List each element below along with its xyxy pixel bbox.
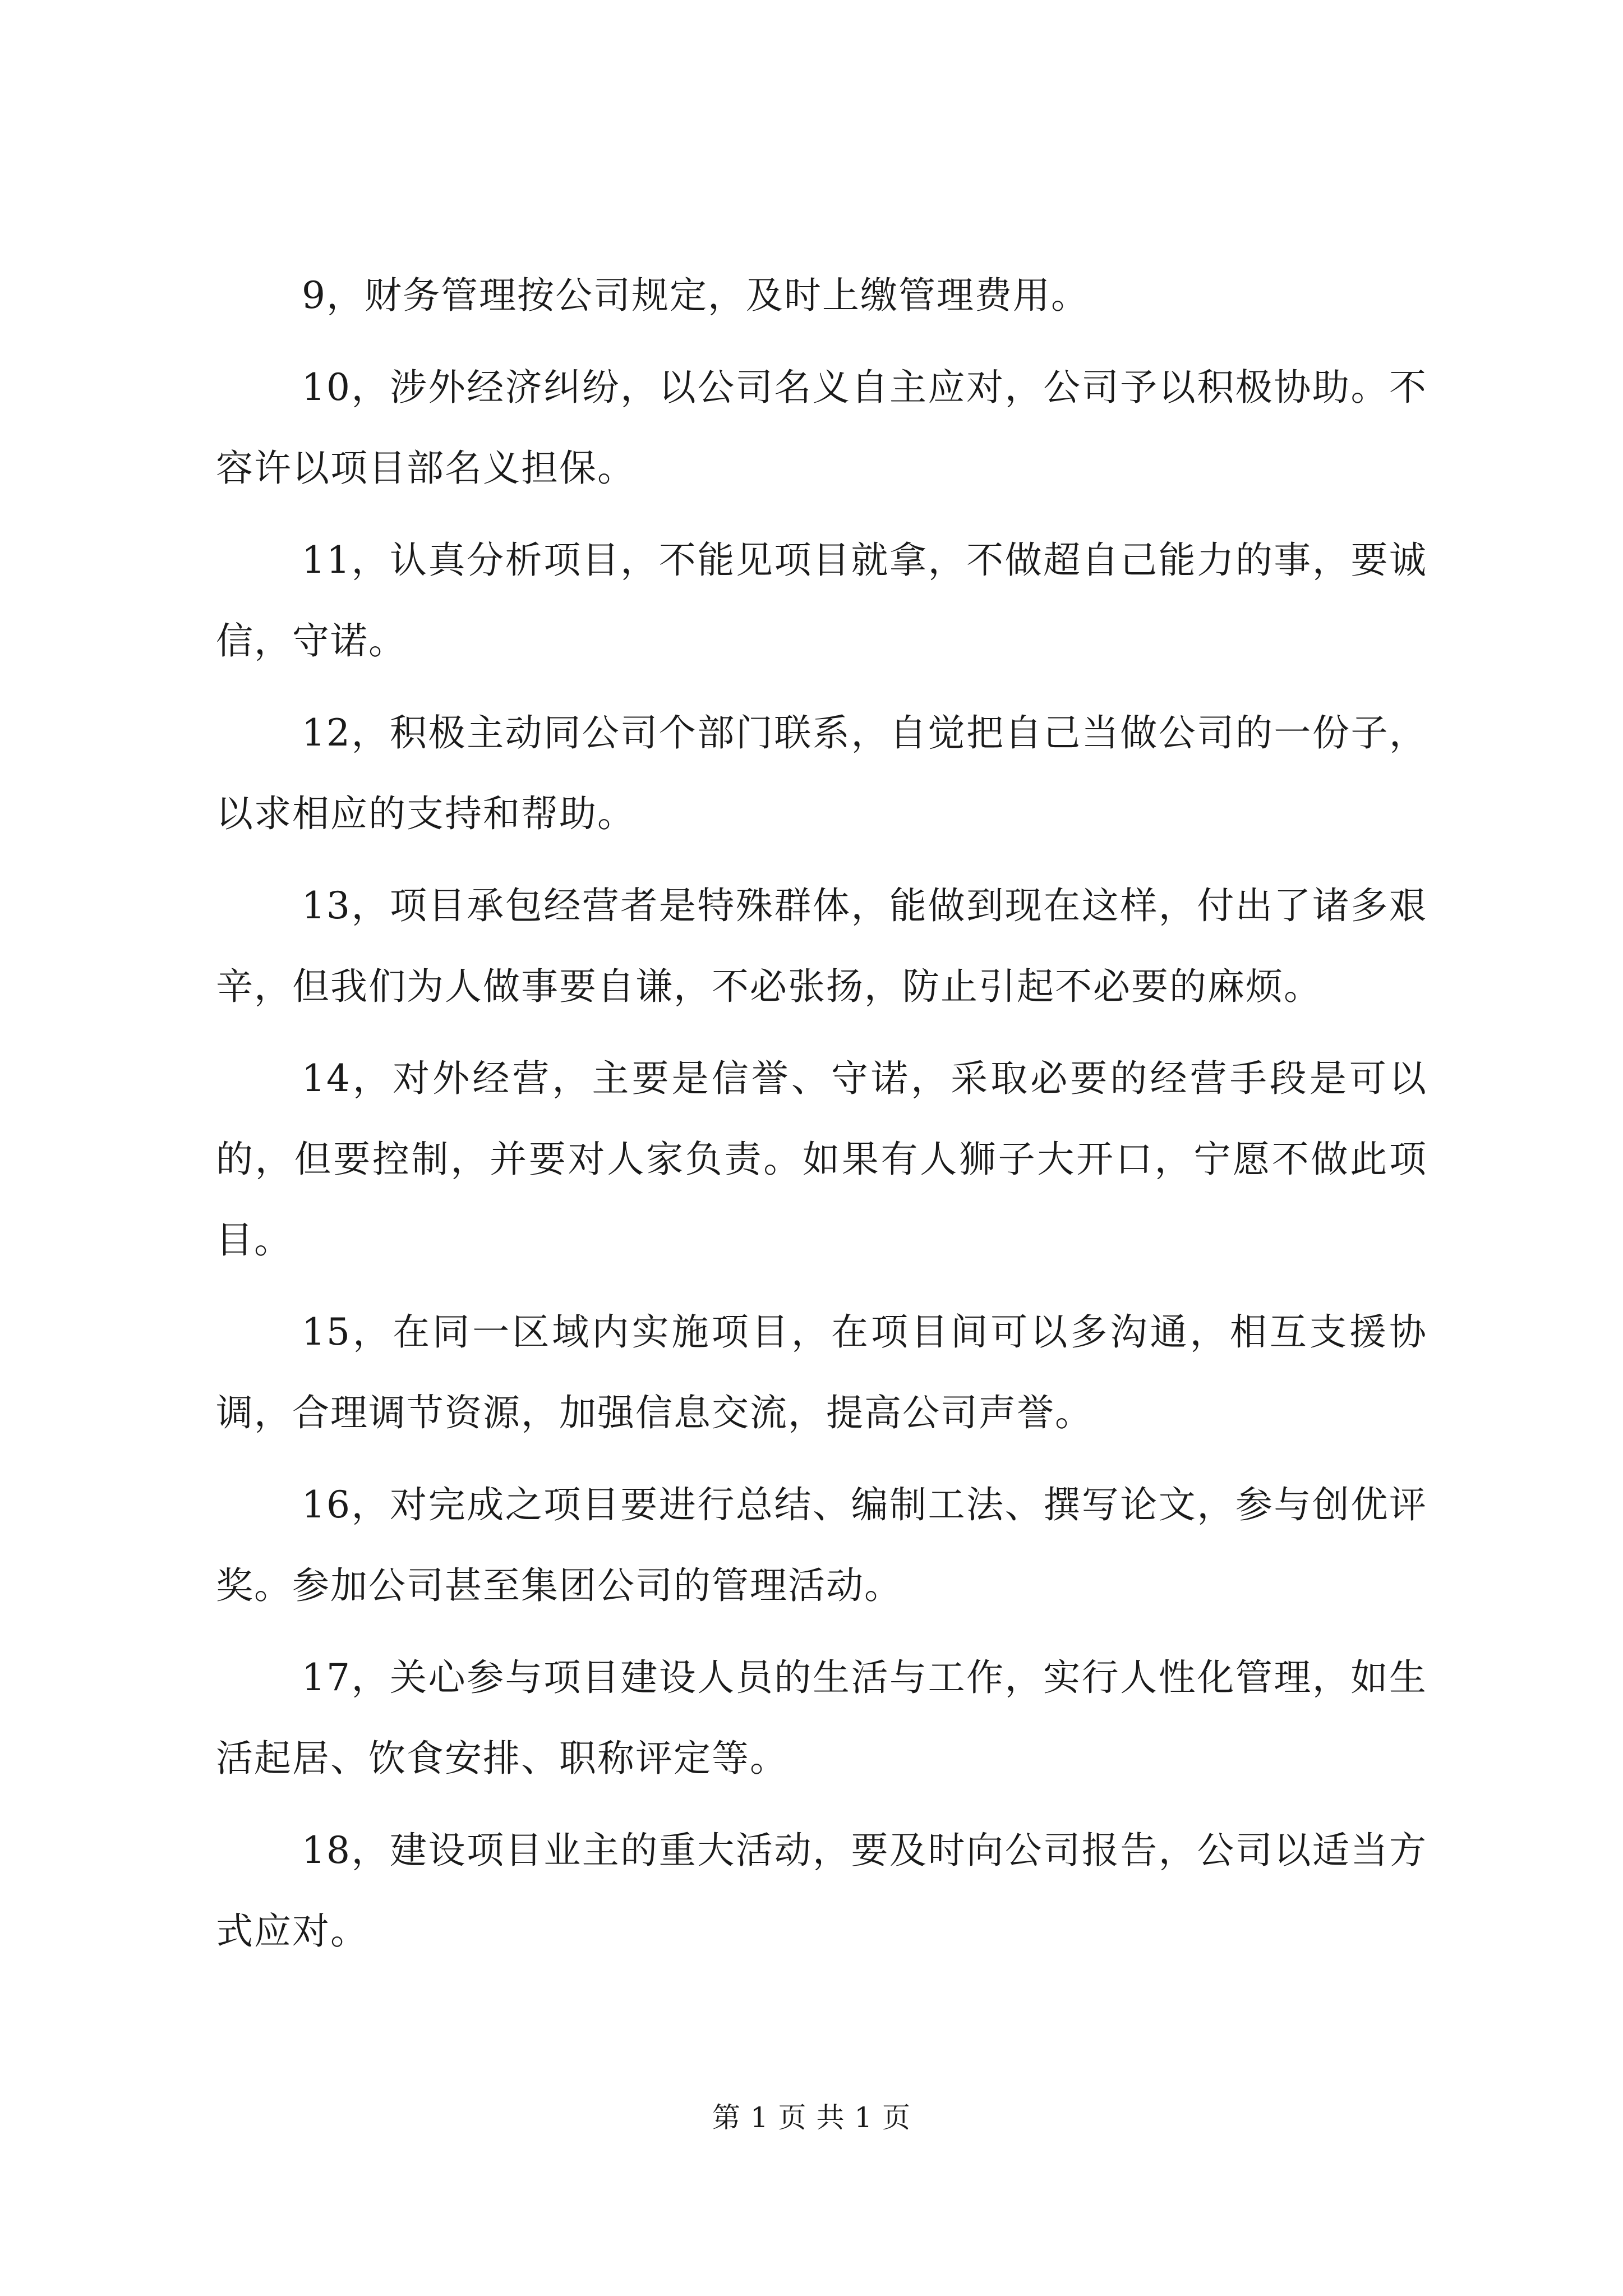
paragraph-item-10: 10，涉外经济纠纷，以公司名义自主应对，公司予以积极协助。不容许以项目部名义担保。 [216,366,1427,490]
paragraph-item-9: 9，财务管理按公司规定，及时上缴管理费用。 [302,274,1089,317]
page-number-footer: 第 1 页 共 1 页 [712,2101,911,2134]
paragraph-item-16: 16，对完成之项目要进行总结、编制工法、撰写论文，参与创优评奖。参加公司甚至集团公司的管理活动。 [216,1483,1427,1607]
paragraph-item-17: 17，关心参与项目建设人员的生活与工作，实行人性化管理，如生活起居、饮食安排、职称评定等。 [216,1656,1427,1780]
paragraph-item-13: 13，项目承包经营者是特殊群体，能做到现在这样，付出了诸多艰辛，但我们为人做事要自谦，不必张扬，防止引起不必要的麻烦。 [216,884,1427,1008]
paragraph-item-14: 14，对外经营，主要是信誉、守诺，采取必要的经营手段是可以的，但要控制，并要对人家负责。如果有人狮子大开口，宁愿不做此项目。 [216,1057,1427,1262]
paragraph-item-12: 12，积极主动同公司个部门联系，自觉把自己当做公司的一份子，以求相应的支持和帮助。 [216,711,1427,835]
paragraph-item-18: 18，建设项目业主的重大活动，要及时向公司报告，公司以适当方式应对。 [216,1829,1427,1953]
document-body [216,255,1427,1983]
paragraph-item-15: 15，在同一区域内实施项目，在项目间可以多沟通，相互支援协调，合理调节资源，加强信息交流，提高公司声誉。 [216,1310,1427,1434]
paragraph-item-11: 11，认真分析项目，不能见项目就拿，不做超自己能力的事，要诚信，守诺。 [216,539,1427,662]
